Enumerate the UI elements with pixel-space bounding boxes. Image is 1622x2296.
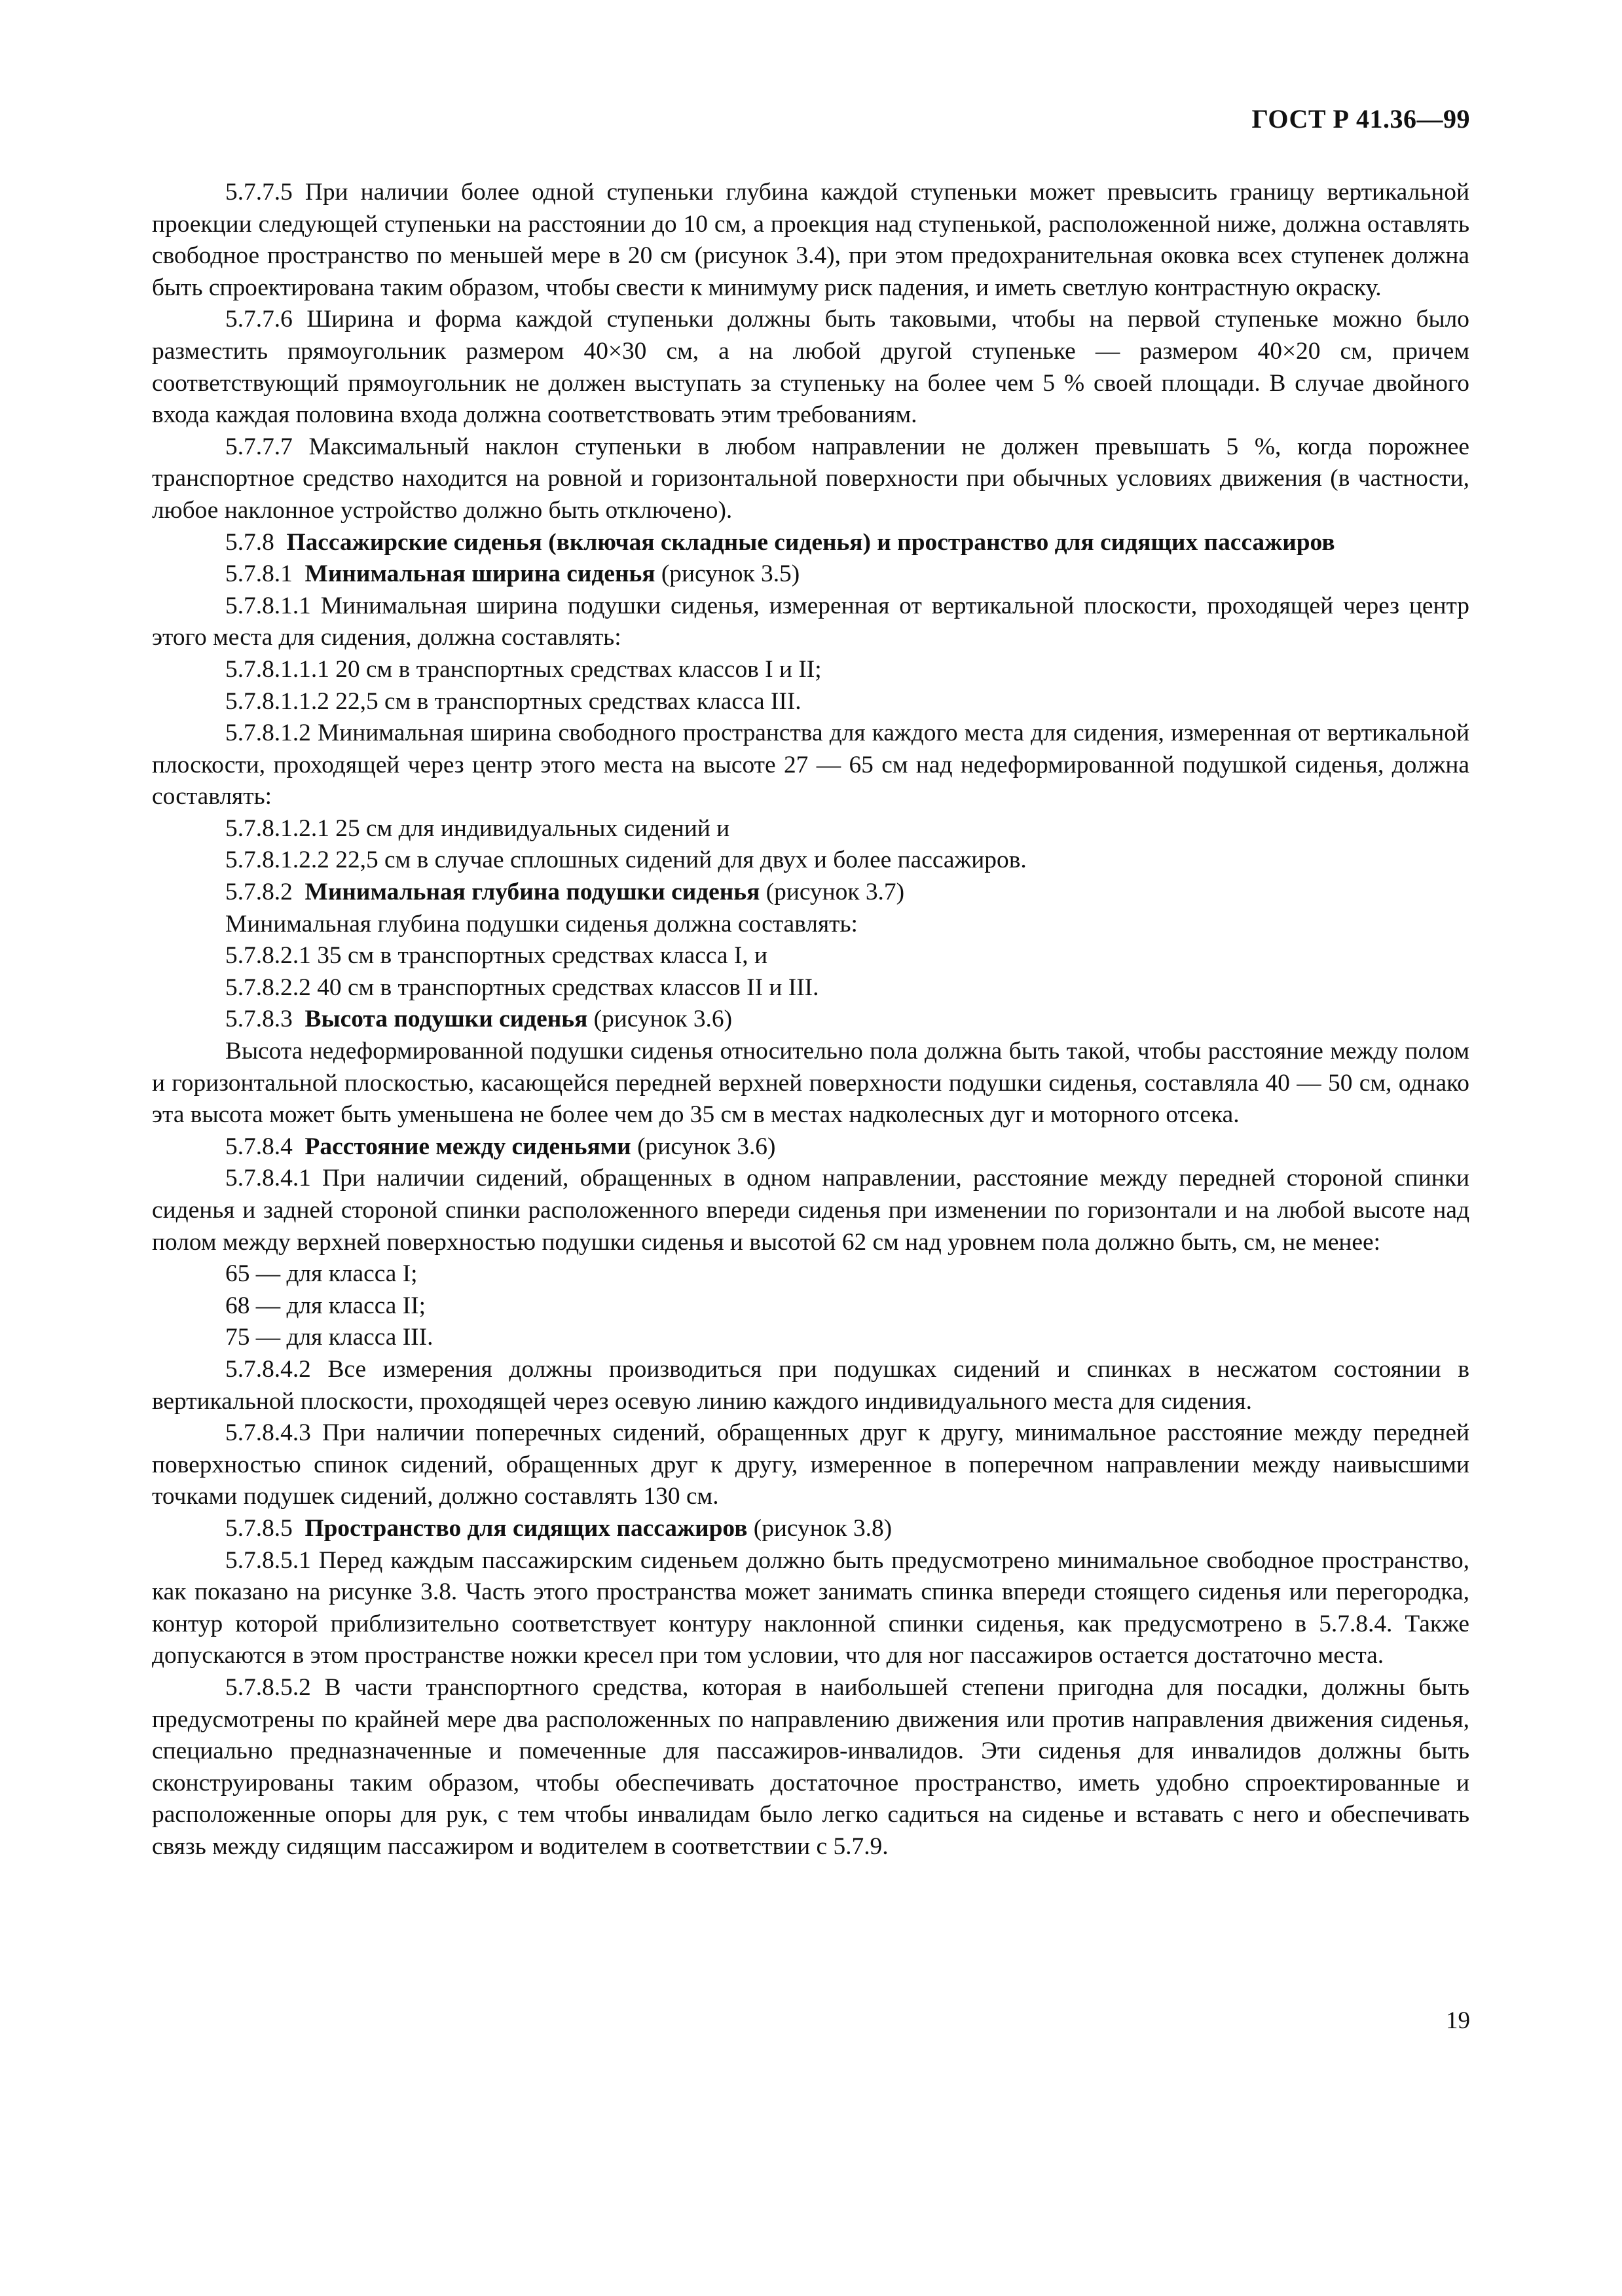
section-title: Расстояние между сиденьями — [304, 1133, 631, 1160]
section-title: Высота подушки сиденья — [304, 1006, 588, 1033]
section-title: Пространство для сидящих пассажиров — [304, 1514, 748, 1542]
section-number: 5.7.8.1 — [225, 560, 293, 588]
paragraph: 5.7.8.1.2.1 25 см для индивидуальных сидений и — [225, 814, 730, 842]
document-body — [152, 177, 1469, 1863]
figure-reference: (рисунок 3.6) — [637, 1133, 776, 1160]
paragraph: 5.7.8.4.3 При наличии поперечных сидений, обращенных друг к другу, минимальное расстояние между передней поверхностью спинок сидений, обращенных друг к другу, измеренное в поперечном направлении между наивысшими точками подушек сидений, должно составлять 130 см. — [152, 1419, 1469, 1510]
section-number: 5.7.8.5 — [225, 1514, 293, 1542]
paragraph: 5.7.8.1.1 Минимальная ширина подушки сиденья, измеренная от вертикальной плоскости, проходящей через центр этого места для сидения, должна составлять: — [152, 592, 1469, 651]
section-title: Минимальная ширина сиденья — [304, 560, 655, 588]
figure-reference: (рисунок 3.7) — [765, 879, 905, 906]
figure-reference: (рисунок 3.8) — [753, 1514, 893, 1542]
paragraph — [152, 877, 1469, 909]
paragraph: 5.7.8.1.2.2 22,5 см в случае сплошных сидений для двух и более пассажиров. — [225, 847, 1027, 874]
figure-reference: (рисунок 3.5) — [661, 560, 800, 588]
paragraph — [152, 558, 1469, 591]
section-number: 5.7.8 — [225, 528, 274, 556]
paragraph: 5.7.7.7 Максимальный наклон ступеньки в любом направлении не должен превышать 5 %, когда порожнее транспортное средство находится на ровной и горизонтальной поверхности при обычных условиях движения (в частности, любое наклонное устройство должно быть отключено). — [152, 433, 1469, 524]
section-number: 5.7.8.4 — [225, 1133, 293, 1160]
section-title: Пассажирские сиденья (включая складные сиденья) и пространство для сидящих пассажиров — [286, 528, 1335, 556]
paragraph — [152, 1131, 1469, 1163]
section-number: 5.7.8.3 — [225, 1006, 293, 1033]
paragraph: 75 — для класса III. — [225, 1324, 433, 1351]
paragraph: 5.7.8.1.2 Минимальная ширина свободного пространства для каждого места для сидения, измеренная от вертикальной плоскости, проходящей через центр этого места на высоте 27 — 65 см над недеформированной подушкой сиденья, должна составлять: — [152, 720, 1469, 811]
paragraph: 5.7.8.5.2 В части транспортного средства, которая в наибольшей степени пригодна для посадки, должны быть предусмотрены по крайней мере два расположенных по направлению движения или против направления движения сиденья, специально предназначенные и помеченные для пассажиров-инвалидов. Эти сиденья для инвалидов должны быть сконструированы таким образом, чтобы обеспечивать достаточное пространство, иметь удобно спроектированные и расположенные опоры для рук, с тем чтобы инвалидам было легко садиться на сиденье и вставать с него и обеспечивать связь между сидящим пассажиром и водителем в соответствии с 5.7.9. — [152, 1673, 1469, 1860]
paragraph: 5.7.7.6 Ширина и форма каждой ступеньки должны быть таковыми, чтобы на первой ступеньке можно было разместить прямоугольник размером 40×30 см, а на любой другой ступеньке — размером 40×20 см, причем соответствующий прямоугольник не должен выступать за ступеньку на более чем 5 % своей площади. В случае двойного входа каждая половина входа должна соответствовать этим требованиям. — [152, 306, 1469, 429]
paragraph: 5.7.8.2.2 40 см в транспортных средствах классов II и III. — [225, 974, 819, 1001]
paragraph — [152, 1004, 1469, 1036]
paragraph: 5.7.8.1.1.1 20 см в транспортных средствах классов I и II; — [225, 655, 822, 683]
page-number: 19 — [1446, 2007, 1470, 2034]
paragraph: Минимальная глубина подушки сиденья должна составлять: — [225, 910, 858, 938]
paragraph — [152, 1513, 1469, 1545]
section-title: Минимальная глубина подушки сиденья — [304, 879, 760, 906]
paragraph: 5.7.8.4.2 Все измерения должны производиться при подушках сидений и спинках в несжатом состоянии в вертикальной плоскости, проходящей через осевую линию каждого индивидуального места для сидения. — [152, 1355, 1469, 1415]
paragraph: 5.7.8.1.1.2 22,5 см в транспортных средствах класса III. — [225, 687, 802, 715]
paragraph: 68 — для класса II; — [225, 1292, 426, 1319]
paragraph: 5.7.8.2.1 35 см в транспортных средствах класса I, и — [225, 942, 767, 970]
paragraph: 5.7.8.5.1 Перед каждым пассажирским сиденьем должно быть предусмотрено минимальное свободное пространство, как показано на рисунке 3.8. Часть этого пространства может занимать спинка впереди стоящего сиденья или перегородка, контур которой приблизительно соответствует контуру наклонной спинки сиденья, как предусмотрено в 5.7.8.4. Также допускаются в этом пространстве ножки кресел при том условии, что для ног пассажиров остается достаточно места. — [152, 1546, 1469, 1669]
paragraph — [152, 527, 1469, 559]
section-number: 5.7.8.2 — [225, 879, 293, 906]
figure-reference: (рисунок 3.6) — [593, 1006, 733, 1033]
paragraph: Высота недеформированной подушки сиденья относительно пола должна быть такой, чтобы расстояние между полом и горизонтальной плоскостью, касающейся передней верхней поверхности подушки сиденья, составляла 40 — 50 см, однако эта высота может быть уменьшена не более чем до 35 см в местах надколесных дуг и моторного отсека. — [152, 1038, 1469, 1129]
standard-code-header: ГОСТ Р 41.36—99 — [1251, 104, 1470, 134]
paragraph: 5.7.8.4.1 При наличии сидений, обращенных в одном направлении, расстояние между передней стороной спинки сиденья и задней стороной спинки расположенного впереди сиденья при изменении по горизонтали и на любой высоте над полом между верхней поверхностью подушки сиденья и высотой 62 см над уровнем пола должно быть, см, не менее: — [152, 1165, 1469, 1256]
paragraph: 65 — для класса I; — [225, 1260, 418, 1288]
paragraph: 5.7.7.5 При наличии более одной ступеньки глубина каждой ступеньки может превысить границу вертикальной проекции следующей ступеньки на расстоянии до 10 см, а проекция над ступенькой, расположенной ниже, должна оставлять свободное пространство по меньшей мере в 20 см (рисунок 3.4), при этом предохранительная оковка всех ступенек должна быть спроектирована таким образом, чтобы свести к минимуму риск падения, и иметь светлую контрастную окраску. — [152, 179, 1469, 301]
